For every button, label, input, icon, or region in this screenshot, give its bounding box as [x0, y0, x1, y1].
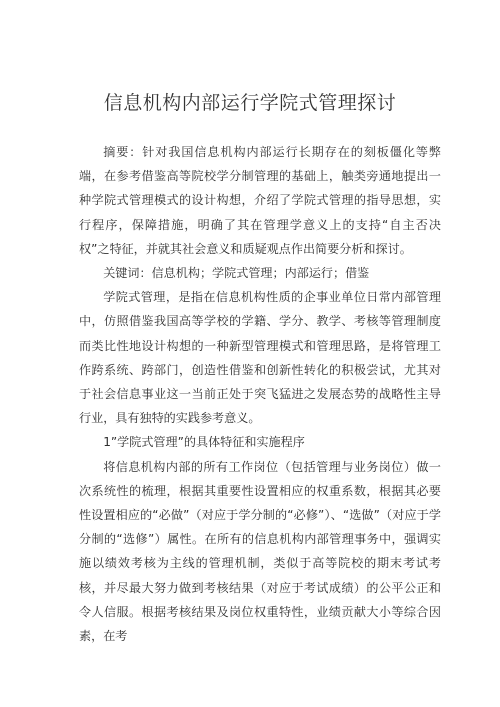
- section-paragraph: 将信息机构内部的所有工作岗位（包括管理与业务岗位）做一次系统性的梳理，根据其重要性设置相应的权重系数，根据其必要性设置相应的“必做”（对应于学分制的“必修”）、“选做”（对应于学分制的“选修”）属性。在所有的信息机构内部管理事务中，强调实施以绩效考核为主线的管理机制，类似于高等院校的期末考试考核，并尽最大努力做到考核结果（对应于考试成绩）的公平公正和令人信服。根据考核结果及岗位权重特性，业绩贡献大小等综合因素，在考: [79, 459, 441, 644]
- keywords-paragraph: 关键词：信息机构；学院式管理；内部运行；借鉴: [103, 266, 370, 281]
- section-heading: 1”学院式管理”的具体特征和实施程序: [103, 435, 305, 450]
- abstract-paragraph: 摘要：针对我国信息机构内部运行长期存在的刻板僵化等弊端，在参考借鉴高等院校学分制管理的基础上，触类旁通地提出一种学院式管理模式的设计构想，介绍了学院式管理的指导思想，实行程序，保障措施，明确了其在管理学意义上的支持“自主否决权”之特征，并就其社会意义和质疑观点作出简要分析和探讨。: [79, 145, 441, 256]
- intro-paragraph: 学院式管理，是指在信息机构性质的企事业单位日常内部管理中，仿照借鉴我国高等学校的学籍、学分、教学、考核等管理制度而类比性地设计构想的一种新型管理模式和管理思路，是将管理工作跨系统、跨部门，创造性借鉴和创新性转化的积极尝试，尤其对于社会信息事业这一当前正处于突飞猛进之发展态势的战略性主导行业，具有独特的实践参考意义。: [79, 290, 441, 426]
- document-title: 信息机构内部运行学院式管理探讨: [103, 92, 397, 114]
- document-body: [79, 140, 441, 648]
